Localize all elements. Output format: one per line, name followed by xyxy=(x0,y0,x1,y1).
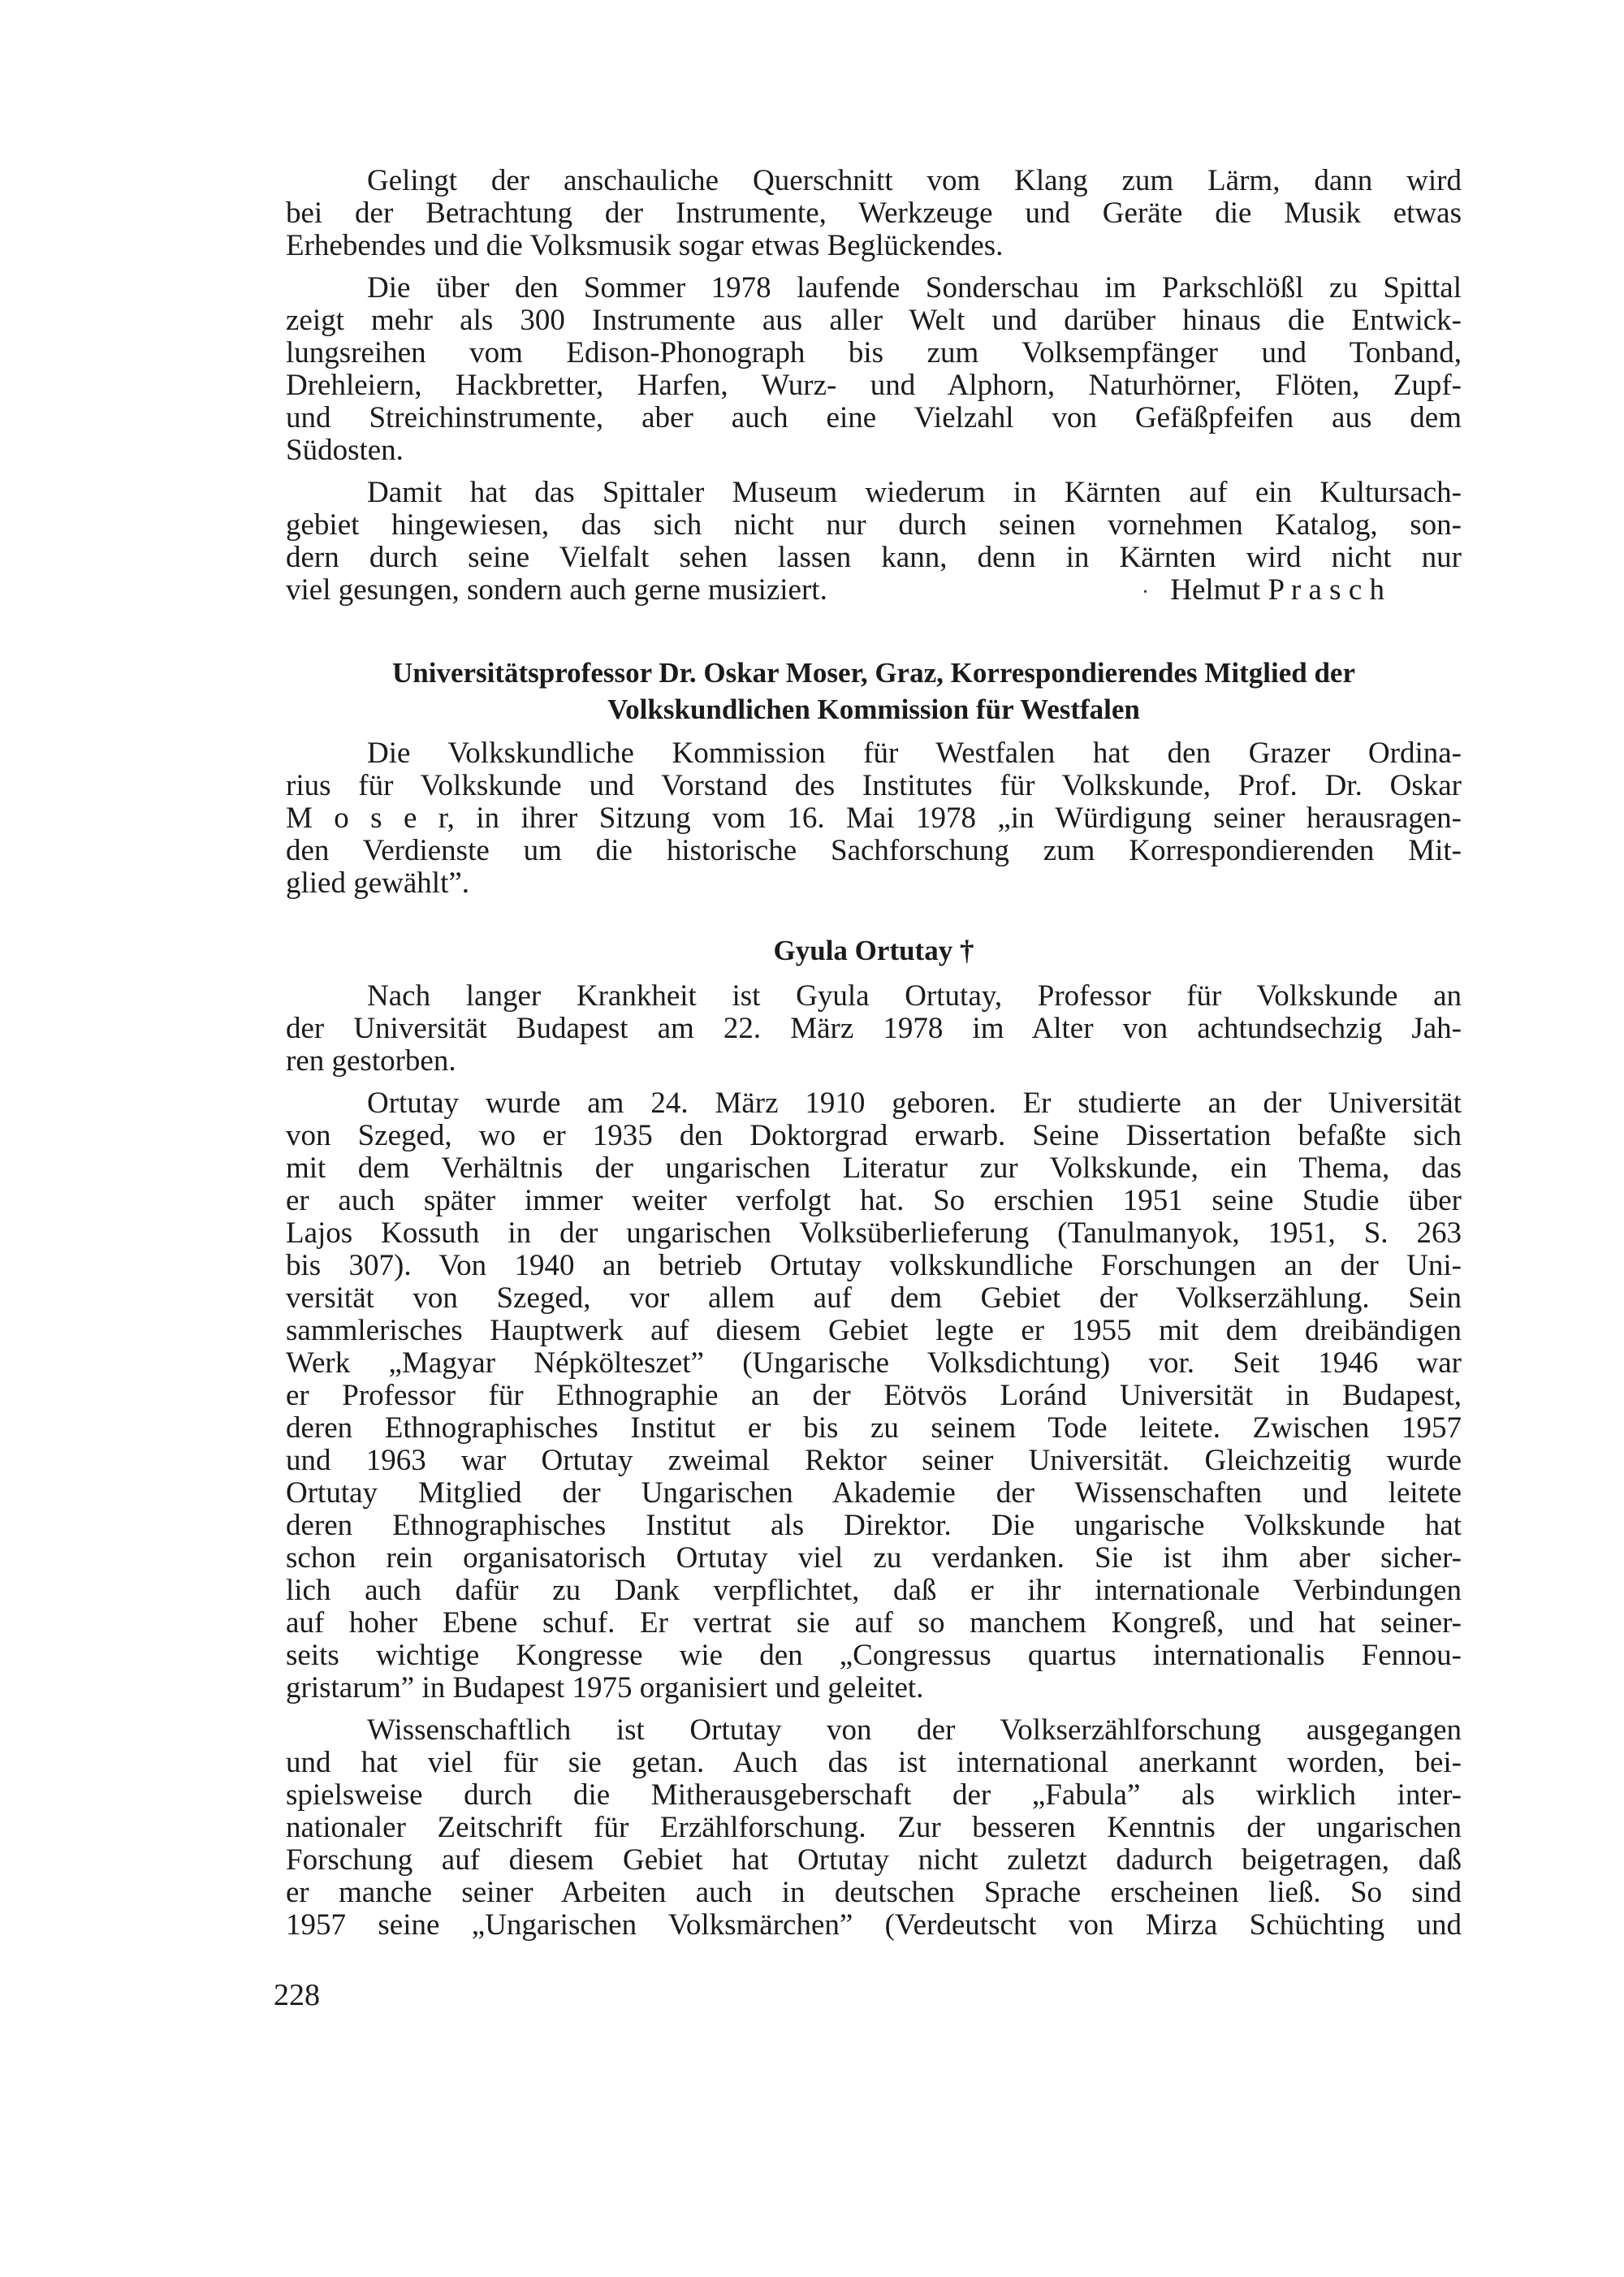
paragraph xyxy=(286,165,1462,262)
text-line: bei der Betrachtung der Instrumente, Werkzeuge und Geräte die Musik etwas xyxy=(286,197,1462,230)
heading-line: Volkskundlichen Kommission für Westfalen xyxy=(607,693,1140,725)
text-line: Ortutay wurde am 24. März 1910 geboren. Er studierte an der Universität xyxy=(367,1087,1462,1120)
text-line: lich auch dafür zu Dank verpflichtet, daß er ihr internationale Verbindungen xyxy=(286,1574,1462,1607)
separator-dot: · xyxy=(1141,580,1150,605)
paragraph xyxy=(286,737,1462,900)
text-line: spielsweise durch die Mitherausgeberschaft der „Fabula” als wirklich inter- xyxy=(286,1778,1462,1812)
signature-line xyxy=(286,574,1462,609)
text-line: versität von Szeged, vor allem auf dem Gebiet der Volkserzählung. Sein xyxy=(286,1281,1462,1315)
text-line: Forschung auf diesem Gebiet hat Ortutay nicht zuletzt dadurch beigetragen, daß xyxy=(286,1843,1462,1877)
heading-line: Universitätsprofessor Dr. Oskar Moser, Graz, Korrespondierendes Mitglied der xyxy=(391,657,1356,689)
text-line: Die Volkskundliche Kommission für Westfalen hat den Grazer Ordina- xyxy=(367,737,1462,770)
text-line: ren gestorben. xyxy=(286,1044,456,1078)
text-line: 1957 seine „Ungarischen Volksmärchen” (Verdeutscht von Mirza Schüchting und xyxy=(286,1908,1462,1942)
text-line: nationaler Zeitschrift für Erzählforschung. Zur besseren Kenntnis der ungarischen xyxy=(286,1811,1462,1844)
paragraph xyxy=(286,980,1462,1078)
paragraph xyxy=(286,477,1462,609)
paragraph xyxy=(286,1087,1462,1705)
text-line: Erhebendes und die Volksmusik sogar etwas Beglückendes. xyxy=(286,229,1004,262)
text-line: rius für Volkskunde und Vorstand des Institutes für Volkskunde, Prof. Dr. Oskar xyxy=(286,769,1462,802)
text-line: gristarum” in Budapest 1975 organisiert und geleitet. xyxy=(286,1671,924,1705)
text-line: schon rein organisatorisch Ortutay viel zu verdanken. Sie ist ihm aber sicher- xyxy=(286,1541,1462,1575)
text-line: von Szeged, wo er 1935 den Doktorgrad erwarb. Seine Dissertation befaßte sich xyxy=(286,1119,1462,1152)
text-line: Damit hat das Spittaler Museum wiederum in Kärnten auf ein Kultursach- xyxy=(367,476,1462,509)
text-line: sammlerisches Hauptwerk auf diesem Gebiet legte er 1955 mit dem dreibändigen xyxy=(286,1314,1462,1347)
author-signature xyxy=(1142,574,1384,609)
text-line: er manche seiner Arbeiten auch in deutschen Sprache erscheinen ließ. So sind xyxy=(286,1876,1462,1909)
text-line: Gelingt der anschauliche Querschnitt vom Klang zum Lärm, dann wird xyxy=(367,164,1462,197)
paragraph xyxy=(286,272,1462,467)
text-line: dern durch seine Vielfalt sehen lassen kann, denn in Kärnten wird nicht nur xyxy=(286,541,1462,574)
text-line: lungsreihen vom Edison-Phonograph bis zum Volksempfänger und Tonband, xyxy=(286,336,1462,369)
text-line: bis 307). Von 1940 an betrieb Ortutay volkskundliche Forschungen an der Uni- xyxy=(286,1249,1462,1282)
author-name: Helmut P r a s c h xyxy=(1170,573,1384,607)
text-line: Wissenschaftlich ist Ortutay von der Volkserzählforschung ausgegangen xyxy=(367,1713,1462,1747)
text-line: seits wichtige Kongresse wie den „Congressus quartus internationalis Fennou- xyxy=(286,1639,1462,1672)
text-line: gebiet hingewiesen, das sich nicht nur durch seinen vornehmen Katalog, son- xyxy=(286,508,1462,542)
text-line: zeigt mehr als 300 Instrumente aus aller Welt und darüber hinaus die Entwick- xyxy=(286,304,1462,337)
text-line: den Verdienste um die historische Sachforschung zum Korrespondierenden Mit- xyxy=(286,834,1462,867)
text-line: Werk „Magyar Népkölteszet” (Ungarische Volksdichtung) vor. Seit 1946 war xyxy=(286,1346,1462,1380)
text-line: glied gewählt”. xyxy=(286,866,470,900)
text-line: Drehleiern, Hackbretter, Harfen, Wurz- und Alphorn, Naturhörner, Flöten, Zupf- xyxy=(286,369,1462,402)
signature-left-text: viel gesungen, sondern auch gerne musiziert. xyxy=(286,573,827,607)
text-line: Lajos Kossuth in der ungarischen Volksüberlieferung (Tanulmanyok, 1951, S. 263 xyxy=(286,1216,1462,1250)
text-line: Südosten. xyxy=(286,434,404,467)
text-column xyxy=(286,165,1462,1942)
text-line: deren Ethnographisches Institut als Direktor. Die ungarische Volkskunde hat xyxy=(286,1509,1462,1542)
text-line: und hat viel für sie getan. Auch das ist international anerkannt worden, bei- xyxy=(286,1746,1462,1779)
text-line: Nach langer Krankheit ist Gyula Ortutay, Professor für Volkskunde an xyxy=(367,979,1462,1013)
text-line: Die über den Sommer 1978 laufende Sonderschau im Parkschlößl zu Spittal xyxy=(367,271,1462,305)
text-line: Ortutay Mitglied der Ungarischen Akademie der Wissenschaften und leitete xyxy=(286,1476,1462,1510)
section-heading xyxy=(286,932,1462,969)
text-line: und 1963 war Ortutay zweimal Rektor seiner Universität. Gleichzeitig wurde xyxy=(286,1444,1462,1477)
text-line: auf hoher Ebene schuf. Er vertrat sie auf so manchem Kongreß, und hat seiner- xyxy=(286,1606,1462,1640)
text-line: der Universität Budapest am 22. März 1978 im Alter von achtundsechzig Jah- xyxy=(286,1012,1462,1045)
text-line: und Streichinstrumente, aber auch eine Vielzahl von Gefäßpfeifen aus dem xyxy=(286,401,1462,434)
paragraph xyxy=(286,1714,1462,1942)
text-line: deren Ethnographisches Institut er bis zu seinem Tode leitete. Zwischen 1957 xyxy=(286,1411,1462,1445)
text-line: mit dem Verhältnis der ungarischen Literatur zur Volkskunde, ein Thema, das xyxy=(286,1151,1462,1185)
heading-line: Gyula Ortutay † xyxy=(773,935,974,966)
page-number: 228 xyxy=(274,1978,320,2012)
section-heading xyxy=(286,655,1462,728)
text-line: er Professor für Ethnographie an der Eötvös Loránd Universität in Budapest, xyxy=(286,1379,1462,1412)
text-line: er auch später immer weiter verfolgt hat. So erschien 1951 seine Studie über xyxy=(286,1184,1462,1217)
text-line: M o s e r, in ihrer Sitzung vom 16. Mai 1978 „in Würdigung seiner herausragen- xyxy=(286,801,1462,835)
